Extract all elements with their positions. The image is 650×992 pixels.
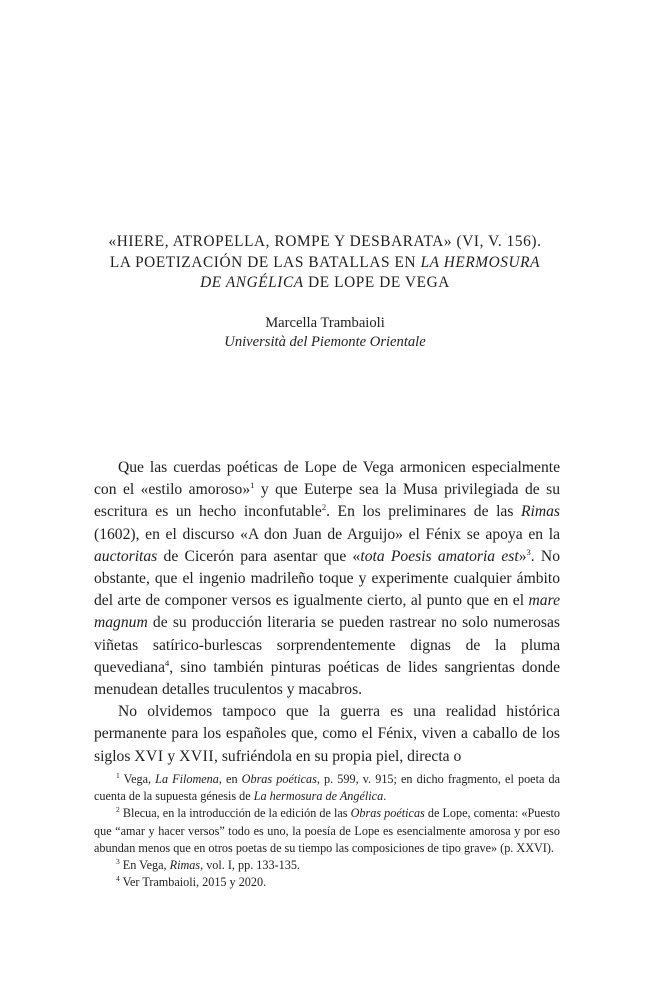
footnote-3 [94,857,560,874]
author-name: Marcella Trambaioli [265,315,385,331]
footnote-number: 1 [116,770,120,780]
note-text: Blecua, en la introducción de la edición de las [119,806,351,821]
footnote-number: 4 [116,874,120,884]
text-run: , sufriéndola en su propia piel, directa o [214,747,462,765]
title-line-2-work: LA HERMOSURA [420,253,541,271]
italic-quote-latin: tota Poesis amatoria est [360,547,519,565]
paragraph-1 [94,457,560,701]
text-run: Que las cuerdas poéticas de Lope de Vega armonicen especialmente con el «estilo amoroso» [94,459,560,499]
title-line-2-text: LA POETIZACIÓN DE LAS BATALLAS EN [109,253,421,271]
text-run: y [163,747,180,765]
footnote-number: 3 [116,856,120,866]
footnote-number: 2 [116,805,120,815]
note-italic: La Filomena [155,772,219,786]
note-text: de Lope, comenta: «Puesto que “amar y hacer versos” todo es uno, la poesía de Lope es esencialmente amorosa y por eso abundan menos que en otros poetas de su tiempo las composiciones de tipo grave» (p. XXVI). [94,806,560,855]
note-text: Ver Trambaioli, 2015 y 2020. [119,875,267,890]
text-run: y que Euterpe sea la Musa privilegiada de su escritura es un hecho inconfutable [94,481,560,521]
text-run: de Cicerón para asentar que « [157,547,361,565]
italic-term-mare-magnum: mare magnum [94,592,560,632]
century-xvi: XVI [134,747,164,765]
footnote-ref-2: 2 [321,502,327,513]
text-run: No olvidemos tampoco que la guerra es una realidad histórica permanente para los españoles que, como el Fénix, viven a caballo de los siglos [94,703,560,765]
text-run: » [518,547,527,565]
text-run: (1602), en el discurso «A don Juan de Arguijo» el Fénix se apoya en la [94,525,560,543]
text-run: de su producción literaria se pueden rastrear no solo numerosas viñetas satírico-burlescas sorprendentemente dignas de la pluma quevediana [94,614,560,676]
body-text [94,457,560,768]
century-xvii: XVII [179,747,215,765]
footnote-ref-1: 1 [250,480,255,491]
note-text: . [383,789,387,804]
note-italic: Obras poéticas [241,772,317,786]
text-run: . No obstante, que el ingenio madrileño toque y experimente cualquier ámbito del arte de componer versos es igualmente cierto, al punto que en el [94,547,560,610]
article-title [60,232,590,294]
note-text: Vega, [119,772,156,786]
note-italic: Obras poéticas [350,806,425,821]
footnote-ref-3: 3 [526,546,531,557]
footnote-4 [94,874,560,891]
title-line-1: «HIERE, ATROPELLA, ROMPE Y DESBARATA» (VI, V. 156). [108,233,542,250]
footnote-2 [94,805,560,857]
title-line-3 [60,273,590,294]
footnote-1 [94,771,560,805]
italic-title-rimas: Rimas [521,503,560,521]
text-run: . En los preliminares de las [326,503,522,521]
footnote-ref-4: 4 [165,657,170,668]
note-text: , p. 599, v. 915; en dicho fragmento, el poeta da cuenta de la supuesta génesis de [94,772,560,804]
author-affiliation: Università del Piemonte Orientale [224,334,426,350]
title-line-3-text: DE LOPE DE VEGA [303,274,450,291]
note-italic: Rimas [169,858,201,873]
title-line-3-work: DE ANGÉLICA [200,274,304,291]
note-italic: La hermosura de Angélica [253,789,384,804]
title-line-2 [60,253,590,274]
paragraph-2 [94,701,560,768]
note-text: , en [218,772,242,786]
text-run: , sino también pinturas poéticas de lides sangrientas donde menudean detalles truculentos y macabros. [94,658,560,699]
note-text: En Vega, [119,858,170,873]
note-text: , vol. I, pp. 133-135. [200,858,300,873]
footnotes [94,771,560,891]
italic-term-auctoritas: auctoritas [94,547,158,565]
